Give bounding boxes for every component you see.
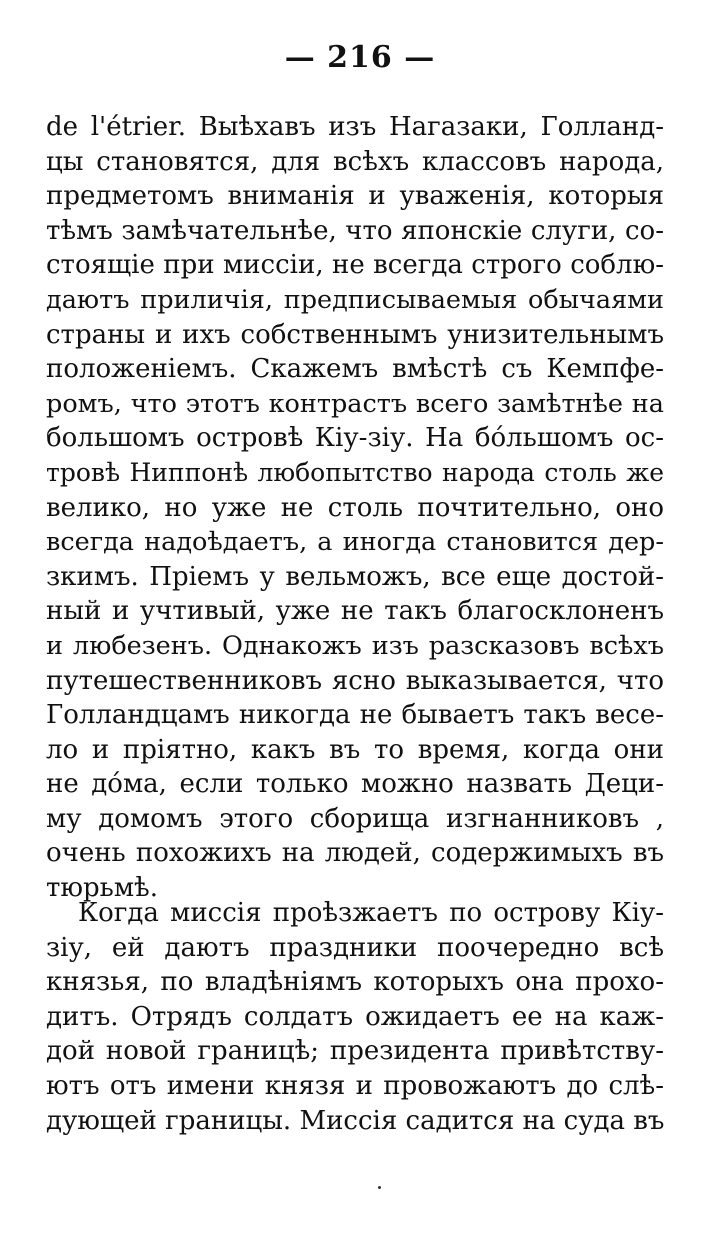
paragraph-1 <box>46 110 664 906</box>
text-line: цы становятся, для всѣхъ классовъ народа, <box>46 146 664 177</box>
text-line: ромъ, что этотъ контрастъ всего замѣтнѣе на <box>46 388 664 419</box>
print-speck <box>378 1186 381 1189</box>
text-line: предметомъ вниманія и уваженія, которыя <box>46 181 664 212</box>
page-number: — 216 — <box>284 40 436 75</box>
text-line: ютъ отъ имени князя и провожаютъ до слѣ- <box>46 1070 664 1101</box>
text-line: ло и пріятно, какъ въ то время, когда они <box>46 734 664 765</box>
text-line: положеніемъ. Скажемъ вмѣстѣ съ Кемпфе- <box>46 354 664 385</box>
text-line: дитъ. Отрядъ солдатъ ожидаетъ ее на каж- <box>46 1001 664 1032</box>
text-line: князья, по владѣніямъ которыхъ она прохо- <box>46 967 664 998</box>
text-line: страны и ихъ собственнымъ унизительнымъ <box>46 319 664 350</box>
text-line: му домомъ этого сборища изгнанниковъ , <box>46 803 664 834</box>
text-line: de l'étrier. Выѣхавъ изъ Нагазаки, Голланд- <box>46 112 664 142</box>
text-line: всегда надоѣдаетъ, а иногда становится дер- <box>46 527 664 558</box>
text-line: дующей границы. Миссія садится на суда въ <box>46 1105 664 1136</box>
text-line: ный и учтивый, уже не такъ благосклоненъ <box>46 596 664 627</box>
paragraph-2 <box>46 896 664 1138</box>
text-line: тѣмъ замѣчательнѣе, что японскіе слуги, со- <box>46 215 664 246</box>
text-line: зіу, ей даютъ праздники поочередно всѣ <box>46 932 664 963</box>
text-line: зкимъ. Пріемъ у вельможъ, все еще достой- <box>46 561 664 592</box>
text-line: тюрьмѣ. <box>46 873 158 904</box>
text-line: даютъ приличія, предписываемыя обычаями <box>46 284 664 315</box>
text-line: стоящіе при миссіи, не всегда строго соблю- <box>46 250 664 281</box>
text-line: не дóма, если только можно назвать Деци- <box>46 769 664 800</box>
text-line: Когда миссія проѣзжаетъ по острову Кіу- <box>78 898 664 928</box>
text-line: дой новой границѣ; президента привѣтству- <box>46 1036 664 1067</box>
text-line: большомъ островѣ Кіу-зіу. На бóльшомъ ос- <box>46 423 664 454</box>
text-line: Голландцамъ никогда не бываетъ такъ весе- <box>46 700 664 731</box>
text-line: и любезенъ. Однакожъ изъ разсказовъ всѣхъ <box>46 630 664 661</box>
text-line: путешественниковъ ясно выказывается, что <box>46 665 664 696</box>
text-line: очень похожихъ на людей, содержимыхъ въ <box>46 838 664 869</box>
text-line: тровѣ Ниппонѣ любопытство народа столь же <box>46 457 664 487</box>
text-line: велико, но уже не столь почтительно, оно <box>46 492 664 523</box>
